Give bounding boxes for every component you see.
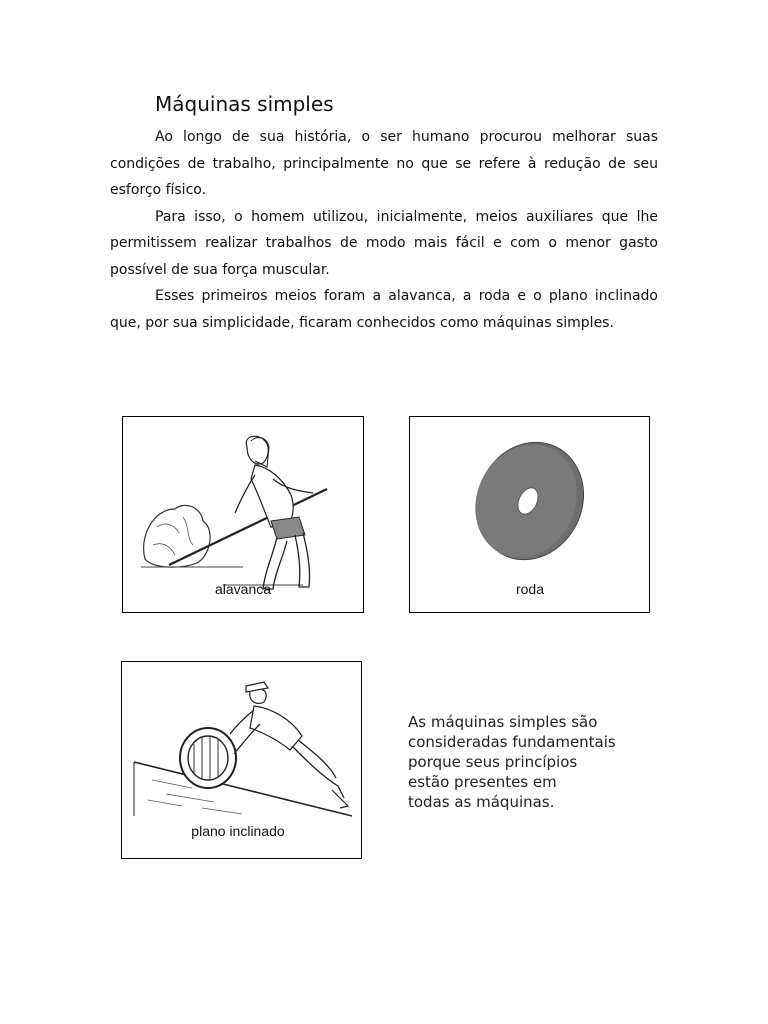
intro-text — [110, 124, 658, 336]
paragraph: Ao longo de sua história, o ser humano procurou melhorar suas condições de trabalho, principalmente no que se refere à redução de seu esforço físico. — [110, 129, 658, 198]
wheel-caption: roda — [515, 581, 545, 597]
page-title: Máquinas simples — [155, 92, 334, 116]
side-note-line: porque seus princípios — [408, 753, 578, 771]
ramp-caption: plano inclinado — [191, 823, 285, 839]
side-note-line: As máquinas simples são — [408, 713, 598, 731]
lever-figure — [122, 416, 364, 613]
wheel-figure — [409, 416, 650, 613]
ramp-figure — [121, 661, 362, 859]
side-note-line: todas as máquinas. — [408, 793, 555, 811]
paragraph: Esses primeiros meios foram a alavanca, a roda e o plano inclinado que, por sua simplicidade, ficaram conhecidos como máquinas simples. — [110, 288, 658, 331]
side-note — [408, 712, 648, 812]
side-note-line: estão presentes em — [408, 773, 557, 791]
paragraph: Para isso, o homem utilizou, inicialmente, meios auxiliares que lhe permitissem realizar trabalhos de modo mais fácil e com o menor gasto possível de sua força muscular. — [110, 208, 658, 278]
wheel-illustration — [410, 417, 649, 612]
side-note-line: consideradas fundamentais — [408, 733, 616, 751]
lever-illustration — [123, 417, 363, 612]
lever-caption: alavanca — [214, 581, 272, 597]
ramp-illustration — [122, 662, 361, 858]
